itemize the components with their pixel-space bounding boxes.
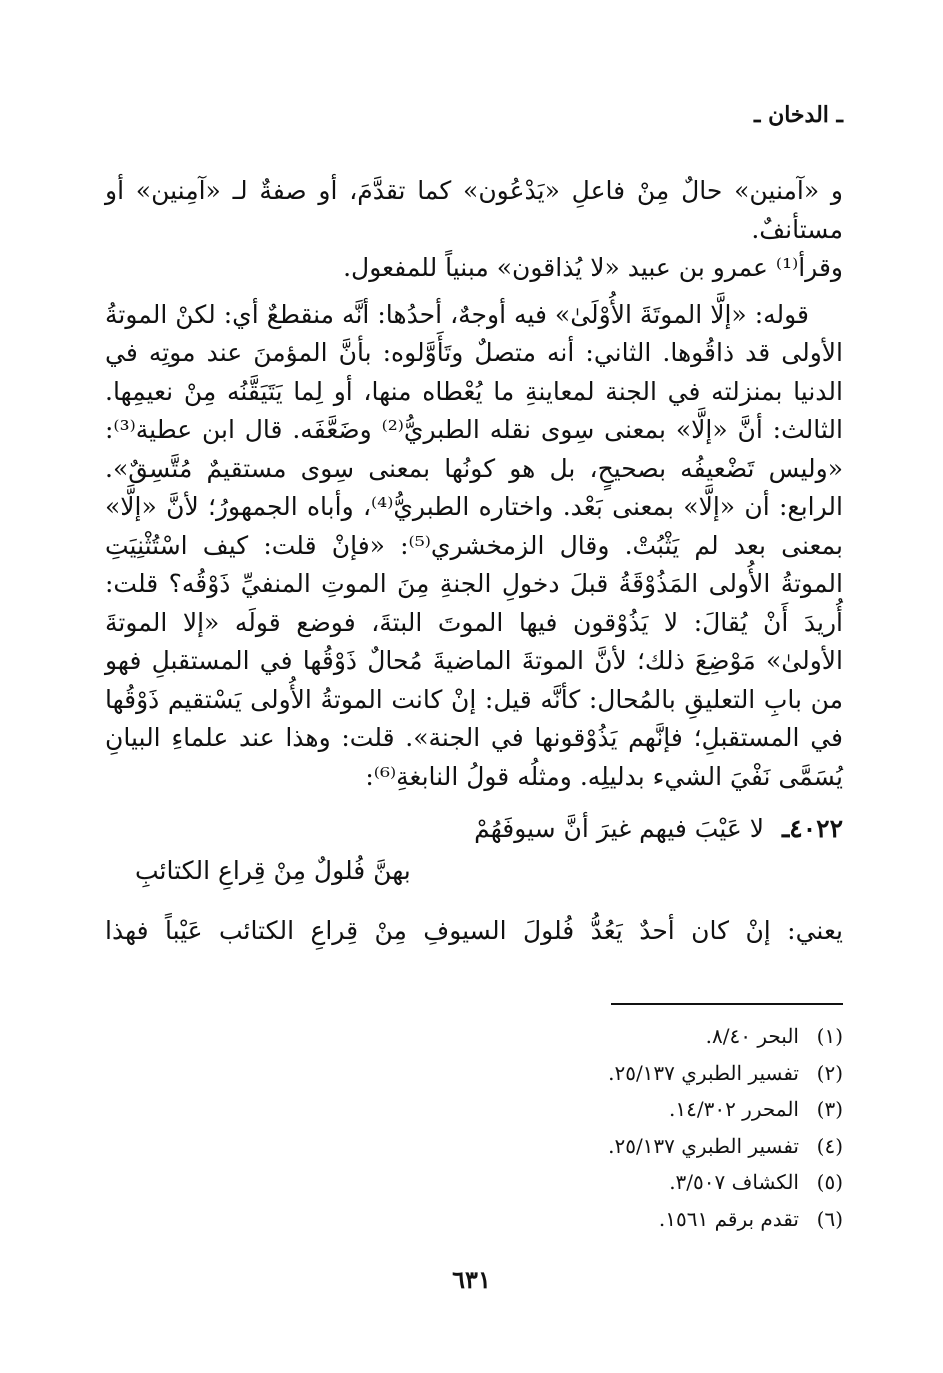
footnote-text: تفسير الطبري ٢٥/١٣٧.	[608, 1133, 799, 1158]
footnotes-list	[423, 1018, 843, 1237]
footnote-number: (٥)	[816, 1170, 843, 1194]
page-number: ٦٣١	[452, 1265, 491, 1294]
footnote-number: (٦)	[816, 1206, 843, 1231]
footnote-item	[423, 1091, 843, 1128]
paragraph-1: و «آمنين» حالٌ مِنْ فاعلِ «يَدْعُون» كما تقدَّمَ، أو صفةٌ لـ «آمِنين» أو مستأنفٌ.	[105, 176, 843, 244]
footnote-item	[423, 1128, 843, 1165]
footnote-item	[423, 1164, 843, 1201]
verse-number: ٤٠٢٢ـ	[781, 814, 843, 843]
footnote-item	[423, 1055, 843, 1092]
verse-hemistich-2: بهنَّ فُلولٌ مِنْ قِراعِ الكتائبِ	[135, 856, 411, 885]
body-text	[105, 172, 843, 796]
footnote-number: (٣)	[816, 1097, 843, 1121]
footnote-text: تقدم برقم ١٥٦١.	[658, 1206, 799, 1231]
footnote-item	[423, 1201, 843, 1238]
footnote-number: (٢)	[816, 1060, 843, 1085]
footnote-divider	[611, 1003, 843, 1005]
verse-hemistich-1: لا عَيْبَ فيهم غيرَ أنَّ سيوفَهُمْ	[474, 814, 764, 843]
paragraph-2: وقرأ⁽¹⁾ عمرو بن عبيد «لا يُذاقون» مبنياً للمفعول.	[343, 253, 843, 282]
footnote-item	[423, 1018, 843, 1055]
footnote-number: (٤)	[816, 1133, 843, 1158]
paragraph-3: قوله: «إلَّا الموتَةَ الأُوْلَىٰ» فيه أوجهٌ، أحدُها: أنَّه منقطعٌ أي: لكنْ الموتةُ الأولى قد ذاقُوها. الثاني: أنه متصلٌ وتَأَوَّلوه: بأنَّ المؤمنَ عند موتِه في الدنيا بمنزلته في الجنة لمعاينةِ ما يُعْطاه منها، أو لِما يَتَيَقَّنُه مِنْ نعيمِها. الثالث: أنَّ «إلَّا» بمعنى سِوى نقله الطبريُّ⁽²⁾ وضَعَّفَه. قال ابن عطية⁽³⁾: «وليس تَضْعيفُه بصحيحٍ، بل هو كونُها بمعنى سِوى مستقيمٌ مُتَّسِقٌ». الرابع: أن «إلَّا» بمعنى بَعْد. واختاره الطبريُّ⁽⁴⁾، وأباه الجمهورُ؛ لأنَّ «إلَّا» بمعنى بعد لم يَثْبُتْ. وقال الزمخشري⁽⁵⁾: «فإنْ قلت: كيف اسْتُثْنِيَتِ الموتةُ الأُولى المَذُوْقَةُ قبلَ دخولِ الجنةِ مِنَ الموتِ المنفيِّ ذَوْقُه؟ قلت: أُريدَ أَنْ يُقالَ: لا يَذُوْقون فيها الموتَ البتةَ، فوضع قولَه «إلا الموتةَ الأولىٰ» مَوْضِعَ ذلك؛ لأنَّ الموتةَ الماضيةَ مُحالٌ ذَوْقُها في المستقبلِ فهو من بابِ التعليقِ بالمُحال: كأنَّه قيل: إنْ كانت الموتةُ الأُولى يَسْتقيم ذَوْقُها في المستقبلِ؛ فإنَّهم يَذُوْقونها في الجنة». قلت: وهذا عند علماءِ البيانِ يُسَمَّى نَفْيَ الشيء بدليلِه. ومثلُه قولُ النابغةِ⁽⁶⁾:	[105, 299, 843, 791]
footnote-text: الكشاف ٣/٥٠٧.	[669, 1170, 799, 1194]
verse-line-1	[105, 808, 843, 850]
footnote-text: المحرر ١٤/٣٠٢.	[669, 1097, 799, 1121]
poetry-verse	[105, 808, 843, 892]
verse-line-2	[105, 850, 843, 892]
running-header: ـ الدخان ـ	[753, 102, 843, 128]
footnote-text: تفسير الطبري ٢٥/١٣٧.	[608, 1060, 799, 1085]
post-verse-text: يعني: إنْ كان أحدٌ يَعُدُّ فُلولَ السيوفِ مِنْ قِراعِ الكتائب عَيْباً فهذا	[105, 916, 843, 945]
footnote-text: البحر ٨/٤٠.	[705, 1024, 799, 1048]
footnote-number: (١)	[816, 1024, 843, 1048]
